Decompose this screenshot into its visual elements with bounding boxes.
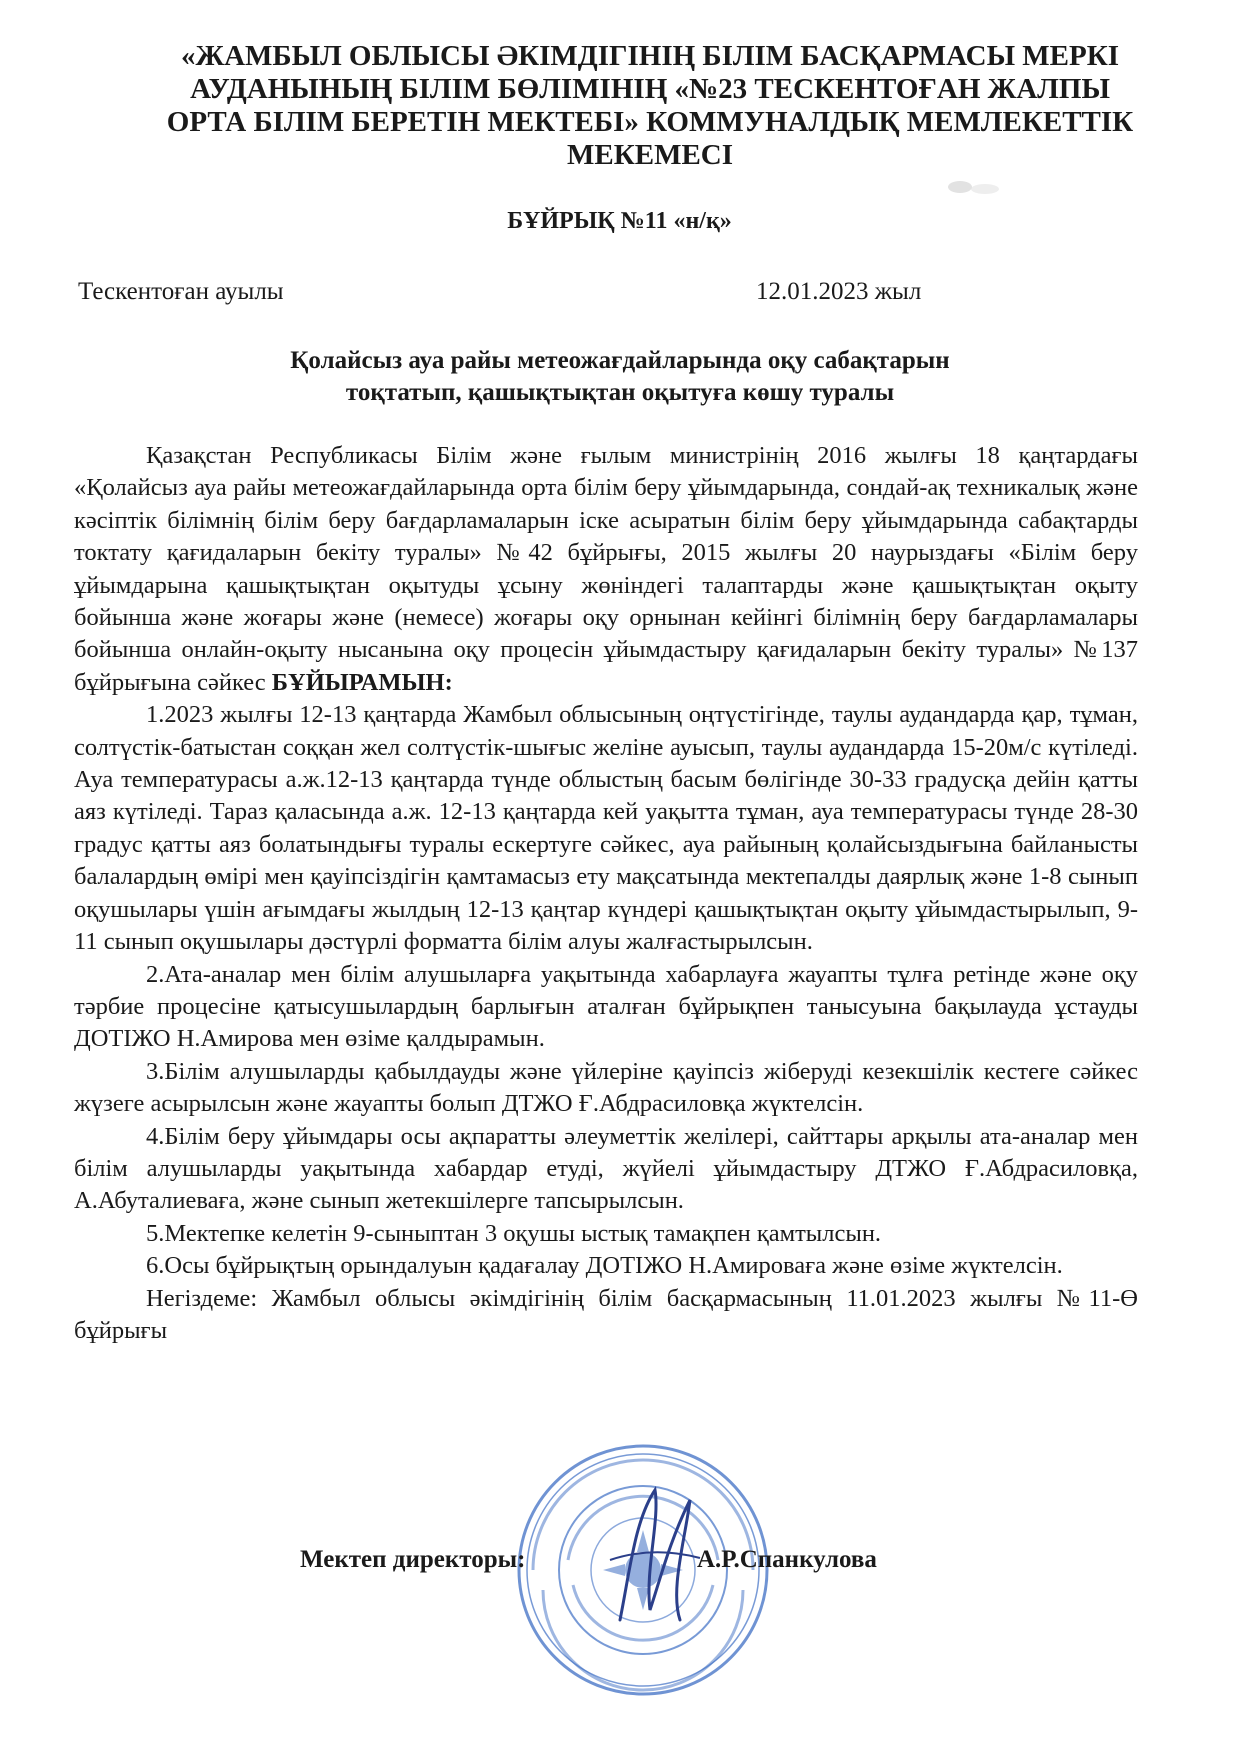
order-item-4: 4.Білім беру ұйымдары осы ақпаратты әлеуметтік желілері, сайттары арқылы ата-аналар мен білім алушыларды уақытында хабардар етуді, жүйелі ұйымдастыру ДТЖО Ғ.Абдрасиловқа, А.Абуталиеваға, және сынып жетекшілерге тапсырылсын. xyxy=(74,1122,1138,1215)
scan-smudge xyxy=(940,175,1010,200)
order-subject xyxy=(120,345,1120,409)
order-title: БҰЙРЫҚ №11 «н/қ» xyxy=(507,208,732,234)
order-body xyxy=(74,440,1138,1347)
signatory-position: Мектеп директоры: xyxy=(300,1546,526,1573)
order-item-6: 6.Осы бұйрықтың орындалуын қадағалау ДОТІЖО Н.Амироваға және өзіме жүктелсін. xyxy=(146,1252,1063,1280)
subject-line-1: Қолайсыз ауа райы метеожағдайларында оқу сабақтарын xyxy=(290,347,950,374)
handwritten-signature xyxy=(600,1480,710,1630)
subject-line-2: тоқтатып, қашықтықтан оқытуға көшу туралы xyxy=(345,379,895,406)
order-word: БҰЙЫРАМЫН: xyxy=(271,668,453,696)
basis-paragraph: Негіздеме: Жамбыл облысы әкімдігінің білім басқармасының 11.01.2023 жылғы №11-Ө бұйрығы xyxy=(74,1284,1138,1344)
organization-header: «ЖАМБЫЛ ОБЛЫСЫ ӘКІМДІГІНІҢ БІЛІМ БАСҚАРМАСЫ МЕРКІ АУДАНЫНЫҢ БІЛІМ БӨЛІМІНІҢ «№23 ТЕСКЕНТОҒАН ЖАЛПЫ ОРТА БІЛІМ БЕРЕТІН МЕКТЕБІ» КОММУНАЛДЫҚ МЕМЛЕКЕТТІК МЕКЕМЕСІ xyxy=(166,40,1134,171)
order-item-1: 1.2023 жылғы 12-13 қаңтарда Жамбыл облысының оңтүстігінде, таулы аудандарда қар, тұман, солтүстік-батыстан соққан жел солтүстік-шығыс желіне ауысып, таулы аудандарда 15-20м/с күтіледі. Ауа температурасы а.ж.12-13 қаңтарда түнде облыстың басым бөлігінде 30-33 градусқа дейін қатты аяз күтіледі. Тараз қаласында а.ж. 12-13 қаңтарда кей уақытта тұман, ауа температурасы түнде 28-30 градус қатты аяз болатындығы туралы ескертуге сәйкес, ауа райының қолайсыздығына байланысты балалардың өмірі мен қауіпсіздігін қамтамасыз ету мақсатында мектепалды даярлық және 1-8 сынып оқушылары үшін ағымдағы жылдың 12-13 қаңтар күндері қашықтықтан оқыту ұйымдастырылып, 9-11 сынып оқушылары дәстүрлі форматта білім алуы жалғастырылсын. xyxy=(74,701,1138,956)
signatory-name: А.Р.Спанкулова xyxy=(697,1546,877,1573)
order-date: 12.01.2023 жыл xyxy=(756,278,922,305)
order-item-2: 2.Ата-аналар мен білім алушыларға уақытында хабарлауға жауапты тұлға ретінде және оқу тәрбие процесіне қатысушылардың барлығын аталған бұйрықпен танысуына бақылауда ұстауды ДОТІЖО Н.Амирова мен өзіме қалдырамын. xyxy=(74,960,1138,1053)
order-item-3: 3.Білім алушыларды қабылдауды және үйлеріне қауіпсіз жіберуді кезекшілік кестеге сәйкес жүзеге асырылсын және жауапты болып ДТЖО Ғ.Абдрасиловқа жүктелсін. xyxy=(74,1057,1138,1118)
place-of-issue: Тескентоған ауылы xyxy=(78,278,284,305)
order-item-5: 5.Мектепке келетін 9-сыныптан 3 оқушы ыстық тамақпен қамтылсын. xyxy=(146,1219,882,1247)
preamble-paragraph xyxy=(74,440,1138,699)
preamble-text: Қазақстан Республикасы Білім және ғылым министрінің 2016 жылғы 18 қаңтардағы «Қолайсыз ауа райы метеожағдайларында орта білім беру ұйымдарында, сондай-ақ техникалық және кәсіптік білімнің білім беру бағдарламаларын іске асыратын білім беру ұйымдарында сабақтарды токтату қағидаларын бекіту туралы» №42 бұйрығы, 2015 жылғы 20 наурыздағы «Білім беру ұйымдарына қашықтықтан оқытуды ұсыну жөніндегі талаптарды және қашықтықтан оқыту бойынша және жоғары және (немесе) жоғары оқу орнынан кейінгі білімнің беру бағдарламалары бойынша онлайн-оқыту нысанына оқу процесін ұйымдастыру қағидаларын бекіту туралы» №137 бұйрығына сәйкес xyxy=(74,442,1138,696)
